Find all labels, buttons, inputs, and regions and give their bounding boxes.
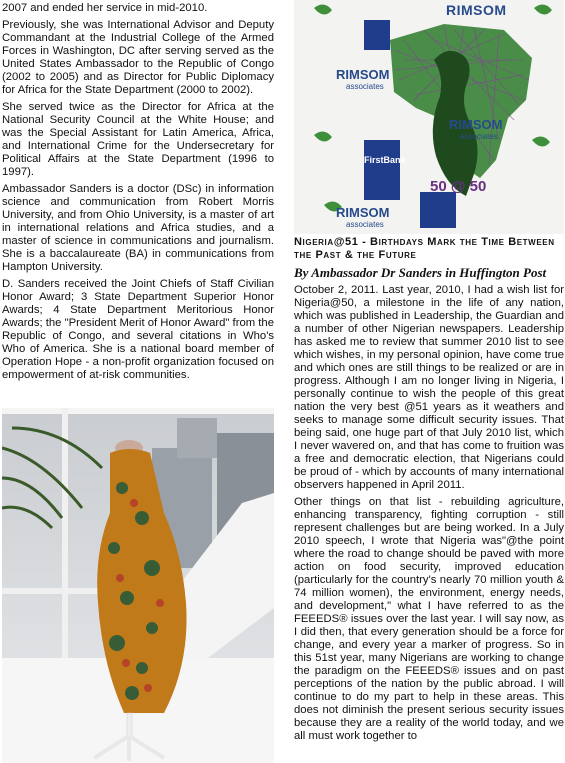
event-banner-graphic — [294, 0, 564, 234]
bio-paragraph: She served twice as the Director for Africa at the National Security Council at the White House; and was the Special Assistant for Latin America, Africa, and International Crime for the Undersecretary for Political Affairs at the State Department (1996 to 1997). — [2, 101, 274, 178]
bio-paragraph: Previously, she was International Advisor and Deputy Commandant at the Industrial College of the Armed Forces in Washington, DC after serving served as the United States Ambassador to the Republic of Congo (2002 to 2005) and as Director for Public Diplomacy for Africa for the State Department (2000 to 2002). — [2, 19, 274, 96]
article — [294, 236, 564, 747]
bank-logo: FirstBank — [364, 155, 406, 165]
bio-paragraph: Ambassador Sanders is a doctor (DSc) in information science and communication from Robert Morris University, and from Ohio University, is a master of art in international relations and Africa studies, and a master of science in communications and journalism. She is a baccalaureate (BA) in communications from Hampton University. — [2, 183, 274, 273]
dress-photo — [2, 408, 274, 763]
article-paragraph: Other things on that list - rebuilding agriculture, enhancing transparency, fighting corruption - still represent challenges but are being worked. In a July 2010 speech, I wrote that Nigeria was"@the point where the road to change should be paved with more action on food security, improved education (particularly for the country's nearly 70 million youth & 74 million women), the environment, energy needs, and development," what I have referred to as the FEEEDS® issues over the last year. I will say now, as I did then, that every generation should be a force for change, and every year a marker of progress. So in this 51st year, many Nigerians are working to change the paradigm on the FEEEDS® issues and on past perceptions of the nation by the public abroad. I will continue to do my part to help in these areas. This does not diminish the present serious security issues because they are a reality of the world today, and we all must work together to — [294, 496, 564, 742]
left-column — [2, 2, 274, 386]
brand-logo-sub: associates — [346, 82, 384, 91]
bio-paragraph: 2007 and ended her service in mid-2010. — [2, 2, 208, 14]
brand-logo: RIMSOM — [336, 67, 390, 82]
article-headline: Nigeria@51 - Birthdays Mark the Time Between the Past & the Future — [294, 236, 555, 261]
brand-logo: RIMSOM — [449, 117, 503, 132]
article-byline: By Ambassador Dr Sanders in Huffington Post — [294, 265, 547, 280]
brand-logo: RIMSOM — [446, 2, 507, 18]
brand-logo: RIMSOM — [336, 205, 390, 220]
brand-logo-sub: associates — [460, 132, 498, 141]
dress-graphic — [2, 408, 274, 763]
event-logo: 50 @ 50 — [430, 178, 487, 195]
brand-logo-sub: associates — [346, 220, 384, 229]
event-banner-photo — [294, 0, 564, 234]
article-paragraph: October 2, 2011. Last year, 2010, I had a wish list for Nigeria@50, a milestone in the life of any nation, which was published in Leadership, the Guardian and a number of other Nigerian newspapers. Leadership has asked me to review that summer 2010 list to see which wishes, in my personal opinion, have come true and which ones are still things to be realized or are in progress. Although I am no longer living in Nigeria, I personally continue to wish the people of this great nation the very best @51 years as it weathers and seeks to manage some difficult security issues. That being said, one huge part of that July 2010 list, which I never wavered on, and that has come to fruition was a free and democratic election, that Nigerians could be proud of - which by accounts of many international observers happened in April 2011. — [294, 284, 565, 491]
bio-paragraph: D. Sanders received the Joint Chiefs of Staff Civilian Honor Award; 3 State Department Superior Honor Awards; 4 State Department Meritorious Honor Awards; the "President Merit of Honor Award" from the Republic of Congo, and several citations in Who's Who of America. She is a national board member of Operation Hope - a non-profit organization focused on empowerment of at-risk communities. — [2, 278, 274, 381]
